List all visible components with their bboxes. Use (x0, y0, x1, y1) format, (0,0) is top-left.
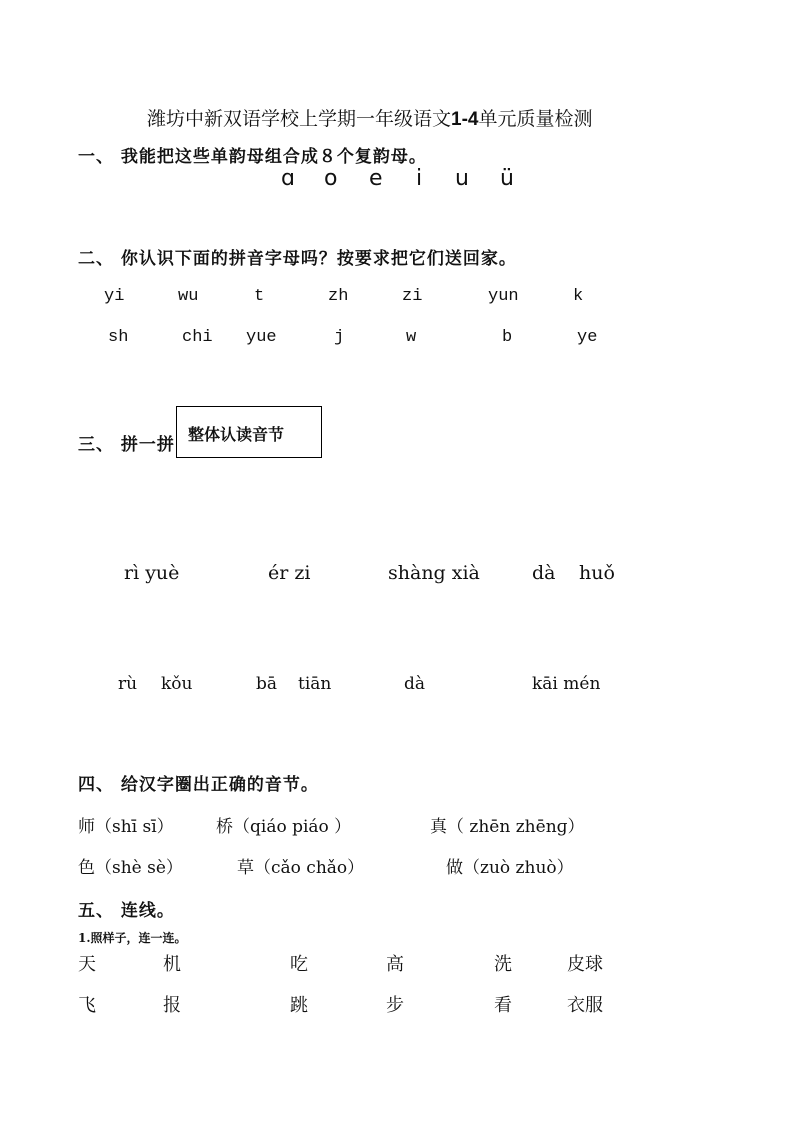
pinyin-word: rù (118, 674, 138, 694)
pinyin-item: w (406, 328, 417, 347)
pinyin-item: ye (577, 328, 598, 347)
pinyin-item: wu (178, 287, 199, 306)
pinyin-item: yun (488, 287, 519, 306)
match-word: 机 (163, 954, 181, 975)
section5-heading: 五、 连线。 (78, 901, 175, 921)
match-word: 天 (78, 954, 96, 975)
choice-item: 做（zuò zhuò） (446, 858, 574, 878)
match-word: 飞 (78, 995, 96, 1016)
vowel-v: ü (500, 166, 514, 191)
match-word: 高 (386, 954, 404, 975)
choice-item: 真（ zhēn zhēnɡ） (430, 817, 585, 837)
pinyin-word: kāi mén (532, 674, 601, 694)
section4-heading: 四、 给汉字圈出正确的音节。 (78, 775, 319, 795)
match-word: 步 (386, 995, 404, 1016)
pinyin-word: dà (532, 562, 556, 584)
pinyin-item: chi (182, 328, 213, 347)
vowel-o: o (324, 166, 338, 191)
pinyin-item: t (254, 287, 265, 306)
pinyin-item: k (573, 287, 584, 306)
pinyin-item: b (502, 328, 513, 347)
syllable-box (176, 406, 322, 458)
title-prefix: 潍坊中新双语学校上学期一年级语文 (147, 108, 452, 130)
match-word: 跳 (290, 995, 308, 1016)
vowel-e: e (369, 166, 383, 191)
choice-item: 师（shī sī） (78, 817, 174, 837)
pinyin-word: ér zi (268, 562, 311, 584)
pinyin-word: dà (404, 674, 426, 694)
match-word: 皮球 (567, 954, 603, 975)
section2-heading: 二、 你认识下面的拼音字母吗？按要求把它们送回家。 (78, 249, 517, 269)
match-word: 吃 (290, 954, 308, 975)
page-title (147, 104, 593, 131)
pinyin-word: huǒ (579, 562, 615, 584)
match-word: 看 (494, 995, 512, 1016)
pinyin-word: bā (256, 674, 278, 694)
match-word: 洗 (494, 954, 512, 975)
match-word: 衣服 (567, 995, 603, 1016)
vowel-i: i (416, 166, 423, 191)
title-range: 1-4 (451, 109, 479, 130)
section1-heading: 一、 我能把这些单韵母组合成８个复韵母。 (78, 147, 427, 167)
pinyin-item: yi (104, 287, 125, 306)
choice-item: 草（cǎo chǎo） (237, 858, 365, 878)
section3-heading: 三、 拼一拼 (78, 435, 175, 455)
pinyin-item: zh (328, 287, 349, 306)
pinyin-word: tiān (298, 674, 332, 694)
title-suffix: 单元质量检测 (478, 108, 593, 130)
choice-item: 桥（qiáo piáo ） (216, 817, 352, 837)
vowel-u: u (455, 166, 469, 191)
match-word: 报 (163, 995, 181, 1016)
vowel-a: ɑ (281, 166, 295, 191)
syllable-box-label: 整体认读音节 (188, 425, 285, 444)
pinyin-word: shàng xià (388, 562, 480, 584)
pinyin-word: rì yuè (124, 562, 180, 584)
section5-instruction: 1.照样子，连一连。 (78, 931, 187, 945)
pinyin-item: j (334, 328, 345, 347)
pinyin-word: kǒu (161, 674, 193, 694)
pinyin-item: sh (108, 328, 129, 347)
pinyin-item: zi (402, 287, 423, 306)
choice-item: 色（shè sè） (78, 858, 183, 878)
pinyin-item: yue (246, 328, 277, 347)
